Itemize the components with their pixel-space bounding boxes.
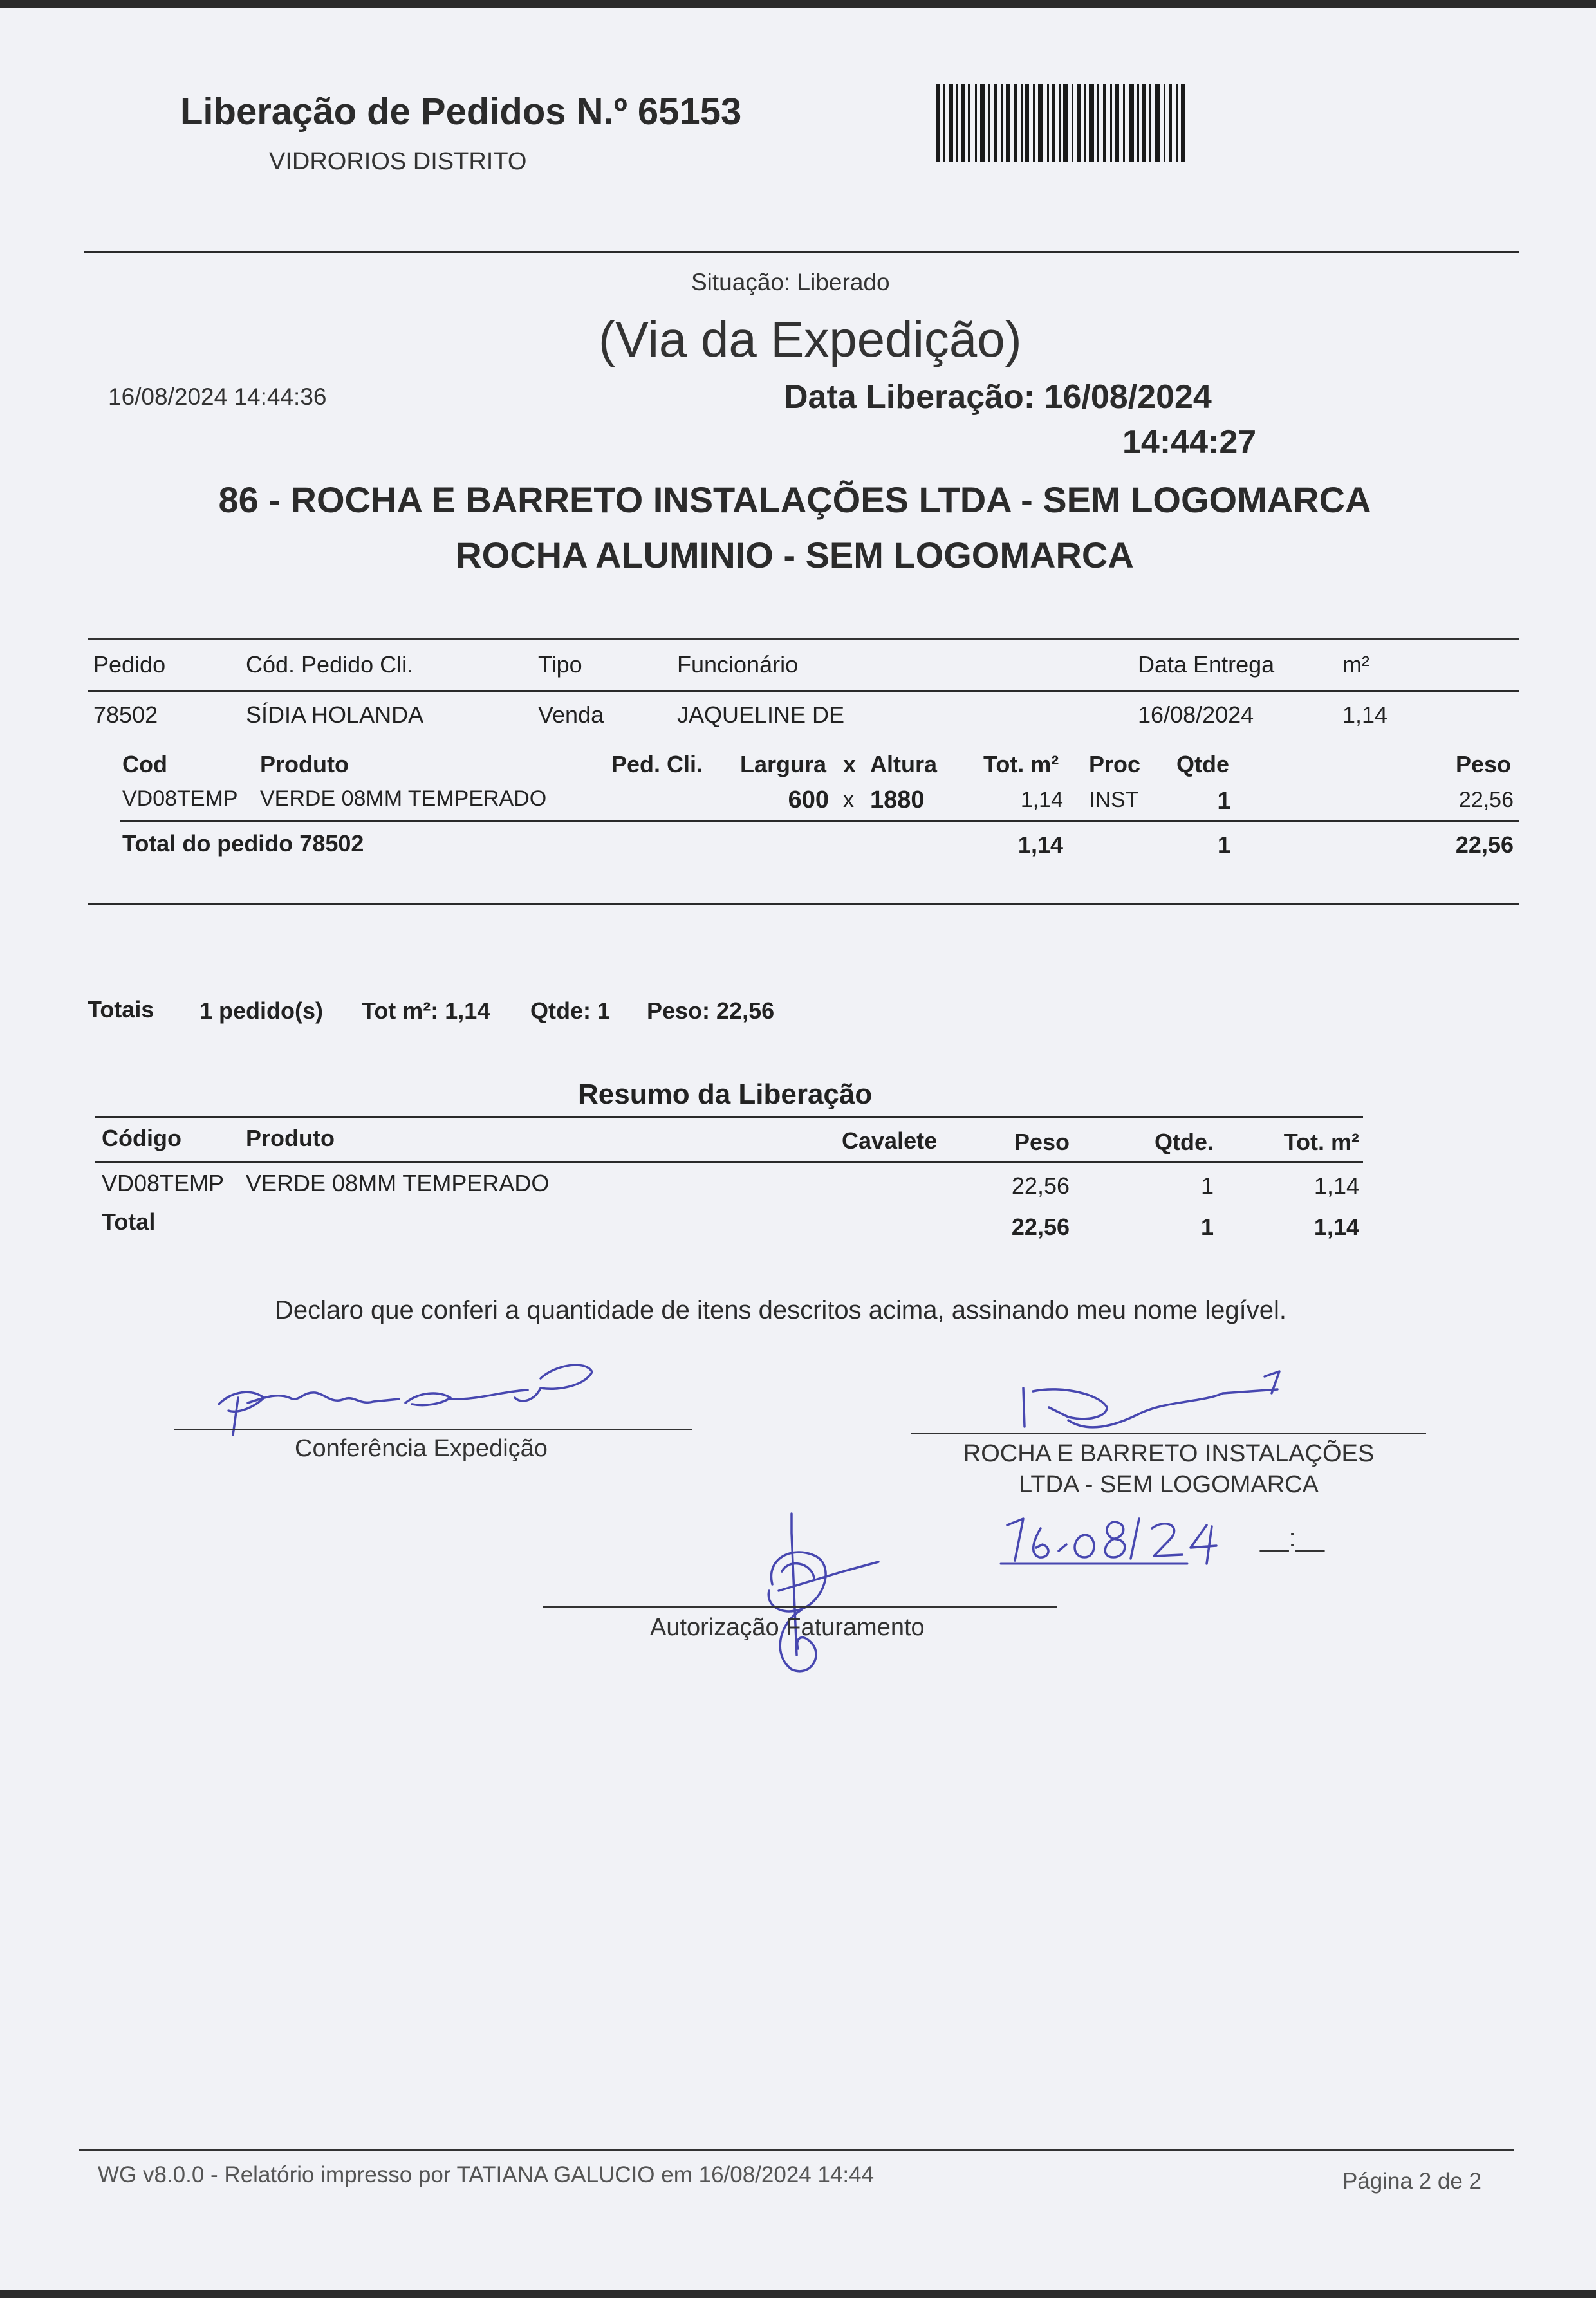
- declaration-text: Declaro que conferi a quantidade de itens descritos acima, assinando meu nome legível.: [275, 1296, 1287, 1324]
- summary-total-peso: 22,56: [1011, 1214, 1070, 1240]
- order-data-entrega: 16/08/2024: [1138, 701, 1254, 728]
- release-date: Data Liberação: 16/08/2024: [784, 378, 1212, 416]
- release-time: 14:44:27: [1122, 423, 1257, 461]
- summary-tot-m2: 1,14: [1313, 1172, 1359, 1199]
- item-header-peso: Peso: [1456, 751, 1512, 777]
- order-total-label: Total do pedido 78502: [122, 830, 364, 857]
- client-trade-name: ROCHA ALUMINIO - SEM LOGOMARCA: [456, 535, 1134, 575]
- item-produto: VERDE 08MM TEMPERADO: [260, 786, 547, 811]
- via-title: (Via da Expedição): [598, 311, 1022, 367]
- col-header-m2: m²: [1342, 651, 1369, 678]
- summary-total-label: Total: [102, 1209, 156, 1235]
- item-header-tot-m2: Tot. m²: [983, 751, 1059, 777]
- client-signature-line: [911, 1433, 1426, 1434]
- item-header-altura: Altura: [870, 751, 938, 777]
- handwritten-date: [994, 1499, 1265, 1570]
- footer-printed-by: WG v8.0.0 - Relatório impresso por TATIANA GALUCIO em 16/08/2024 14:44: [98, 2162, 875, 2187]
- summary-peso: 22,56: [1011, 1172, 1070, 1199]
- item-header-largura: Largura: [740, 751, 827, 777]
- item-peso: 22,56: [1458, 788, 1514, 812]
- footer-rule: [79, 2149, 1514, 2151]
- orders-table-bottom-rule: [88, 903, 1519, 905]
- summary-header-tot-m2: Tot. m²: [1283, 1129, 1359, 1155]
- printed-datetime: 16/08/2024 14:44:36: [108, 384, 327, 410]
- orders-header-rule: [88, 690, 1519, 692]
- summary-header-codigo: Código: [102, 1125, 181, 1151]
- order-total-qtde: 1: [1217, 831, 1231, 858]
- summary-header-qtde: Qtde.: [1154, 1129, 1214, 1155]
- item-tot-m2: 1,14: [1020, 788, 1063, 812]
- totals-label: Totais: [88, 996, 154, 1023]
- item-proc: INST: [1089, 788, 1139, 812]
- col-header-data-entrega: Data Entrega: [1138, 651, 1275, 678]
- summary-codigo: VD08TEMP: [102, 1170, 225, 1196]
- item-x: x: [843, 788, 854, 812]
- summary-qtde: 1: [1200, 1172, 1214, 1199]
- document-title: Liberação de Pedidos N.º 65153: [180, 91, 742, 133]
- autorizacao-label: Autorização Faturamento: [650, 1614, 925, 1641]
- summary-header-cavalete: Cavalete: [842, 1127, 938, 1154]
- totals-pedidos: 1 pedido(s): [200, 997, 324, 1024]
- item-cod: VD08TEMP: [122, 786, 238, 811]
- col-header-tipo: Tipo: [538, 651, 582, 678]
- autorizacao-signature: [740, 1501, 888, 1674]
- client-signature-name-line1: ROCHA E BARRETO INSTALAÇÕES: [963, 1440, 1375, 1467]
- totals-peso: Peso: 22,56: [647, 997, 775, 1024]
- order-tipo: Venda: [538, 701, 604, 728]
- order-cod-pedido-cli: SÍDIA HOLANDA: [246, 701, 424, 728]
- barcode: [936, 84, 1187, 162]
- item-header-qtde: Qtde: [1176, 751, 1230, 777]
- col-header-pedido: Pedido: [93, 651, 166, 678]
- item-header-x: x: [843, 751, 857, 777]
- conferencia-label: Conferência Expedição: [295, 1435, 548, 1462]
- status-text: Situação: Liberado: [691, 269, 890, 295]
- item-header-ped-cli: Ped. Cli.: [611, 751, 703, 777]
- item-altura: 1880: [870, 786, 925, 813]
- summary-title: Resumo da Liberação: [578, 1079, 873, 1110]
- orders-table-top-rule: [88, 638, 1519, 640]
- summary-top-rule: [95, 1116, 1363, 1118]
- summary-total-qtde: 1: [1200, 1214, 1214, 1240]
- client-signature: [1010, 1362, 1300, 1440]
- footer-page-number: Página 2 de 2: [1342, 2169, 1482, 2194]
- item-header-cod: Cod: [122, 751, 167, 777]
- time-blank: __:__: [1260, 1524, 1325, 1552]
- company-name: VIDRORIOS DISTRITO: [269, 148, 527, 175]
- order-funcionario: JAQUELINE DE: [677, 701, 845, 728]
- item-header-produto: Produto: [260, 751, 349, 777]
- conferencia-signature-line: [174, 1429, 692, 1430]
- totals-qtde: Qtde: 1: [530, 997, 611, 1024]
- order-total-tot-m2: 1,14: [1017, 831, 1063, 858]
- item-largura: 600: [788, 786, 829, 813]
- summary-header-peso: Peso: [1014, 1129, 1070, 1155]
- autorizacao-signature-line: [543, 1606, 1057, 1608]
- header-divider: [84, 251, 1519, 253]
- summary-header-rule: [95, 1161, 1363, 1163]
- col-header-funcionario: Funcionário: [677, 651, 799, 678]
- item-header-proc: Proc: [1089, 751, 1141, 777]
- item-qtde: 1: [1217, 788, 1231, 815]
- order-pedido: 78502: [93, 701, 158, 728]
- client-signature-name-line2: LTDA - SEM LOGOMARCA: [1019, 1471, 1319, 1498]
- document-page: [0, 8, 1596, 2290]
- col-header-cod-pedido-cli: Cód. Pedido Cli.: [246, 651, 414, 678]
- order-m2: 1,14: [1342, 701, 1388, 728]
- summary-total-tot-m2: 1,14: [1313, 1214, 1359, 1240]
- summary-header-produto: Produto: [246, 1125, 335, 1151]
- summary-produto: VERDE 08MM TEMPERADO: [246, 1170, 550, 1196]
- order-total-rule: [120, 820, 1519, 822]
- order-total-peso: 22,56: [1455, 831, 1514, 858]
- totals-tot-m2: Tot m²: 1,14: [362, 997, 490, 1024]
- client-name: 86 - ROCHA E BARRETO INSTALAÇÕES LTDA - SEM LOGOMARCA: [218, 479, 1371, 520]
